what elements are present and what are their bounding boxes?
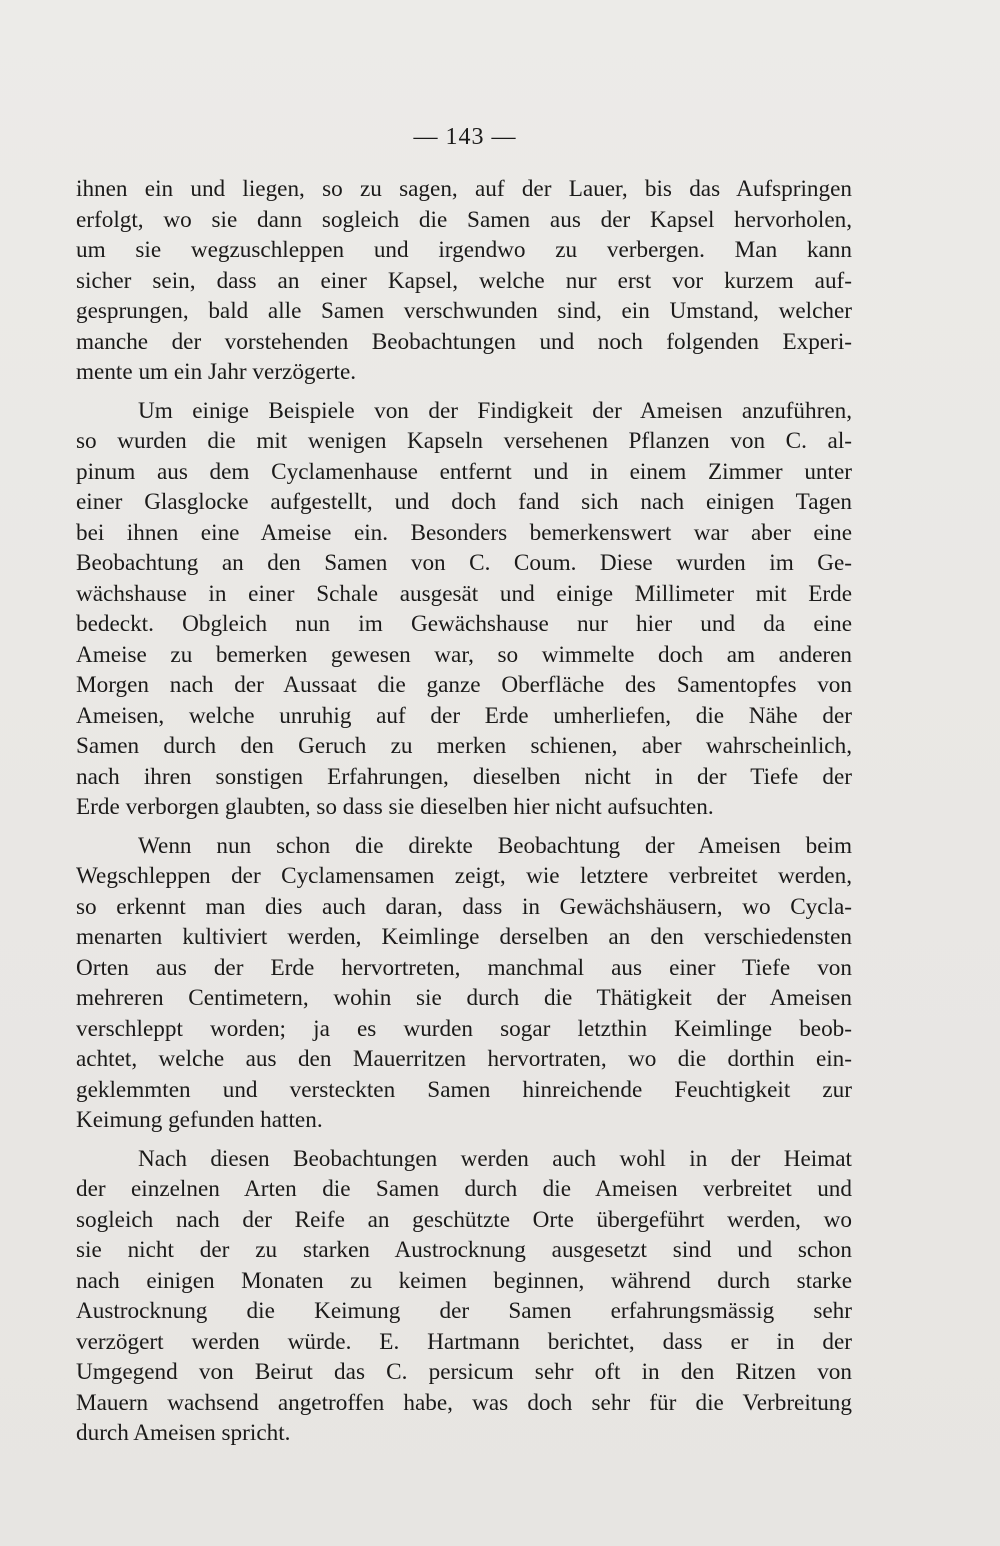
text-line: menarten kultiviert werden, Keimlinge derselben an den verschiedensten (76, 924, 852, 950)
text-line: Keimung gefunden hatten. (76, 1107, 323, 1133)
text-line: mente um ein Jahr verzögerte. (76, 359, 357, 385)
text-line: Wegschleppen der Cyclamensamen zeigt, wie letztere verbreitet werden, (76, 863, 852, 889)
text-line: Orten aus der Erde hervortreten, manchmal aus einer Tiefe von (76, 954, 852, 981)
text-line: der einzelnen Arten die Samen durch die Ameisen verbreitet und (76, 1176, 852, 1202)
text-line: Um einige Beispiele von der Findigkeit der Ameisen anzuführen, (138, 397, 852, 424)
text-line: Morgen nach der Aussaat die ganze Oberfläche des Samentopfes von (76, 672, 852, 698)
text-line: um sie wegzuschleppen und irgendwo zu verbergen. Man kann (76, 237, 852, 263)
text-line: Ameisen, welche unruhig auf der Erde umherliefen, die Nähe der (76, 702, 852, 729)
page-number: — 143 — (413, 124, 517, 150)
text-line: einer Glasglocke aufgestellt, und doch fand sich nach einigen Tagen (76, 489, 852, 515)
text-line: Samen durch den Geruch zu merken schienen, aber wahrscheinlich, (76, 733, 852, 759)
text-line: pinum aus dem Cyclamenhause entfernt und in einem Zimmer unter (76, 458, 852, 485)
paragraph (76, 831, 852, 1136)
text-line: mehreren Centimetern, wohin sie durch die Thätigkeit der Ameisen (76, 985, 852, 1011)
text-line: bedeckt. Obgleich nun im Gewächshause nur hier und da eine (76, 611, 852, 637)
text-line: Erde verborgen glaubten, so dass sie dieselben hier nicht aufsuchten. (76, 794, 714, 820)
text-line: verschleppt worden; ja es wurden sogar letzthin Keimlinge beob- (76, 1015, 852, 1042)
text-line: manche der vorstehenden Beobachtungen und noch folgenden Experi- (76, 328, 852, 355)
text-line: Nach diesen Beobachtungen werden auch wohl in der Heimat (138, 1145, 852, 1172)
text-line: Beobachtung an den Samen von C. Coum. Diese wurden im Ge- (76, 550, 852, 576)
paragraph (76, 174, 852, 388)
text-line: gesprungen, bald alle Samen verschwunden sind, ein Umstand, welcher (76, 298, 852, 324)
text-line: bei ihnen eine Ameise ein. Besonders bemerkenswert war aber eine (76, 519, 852, 546)
text-line: geklemmten und versteckten Samen hinreichende Feuchtigkeit zur (76, 1076, 852, 1103)
text-line: ihnen ein und liegen, so zu sagen, auf der Lauer, bis das Aufspringen (76, 176, 852, 202)
text-line: wächshause in einer Schale ausgesät und einige Millimeter mit Erde (76, 580, 852, 607)
text-line: sie nicht der zu starken Austrocknung ausgesetzt sind und schon (76, 1237, 852, 1263)
text-line: durch Ameisen spricht. (76, 1420, 291, 1446)
text-line: sicher sein, dass an einer Kapsel, welche nur erst vor kurzem auf- (76, 267, 852, 294)
paragraph (76, 1144, 852, 1449)
text-line: Mauern wachsend angetroffen habe, was doch sehr für die Verbreitung (76, 1389, 852, 1416)
text-line: so wurden die mit wenigen Kapseln versehenen Pflanzen von C. al- (76, 428, 852, 454)
text-line: Wenn nun schon die direkte Beobachtung der Ameisen beim (138, 832, 852, 859)
text-line: achtet, welche aus den Mauerritzen hervortraten, wo die dorthin ein- (76, 1046, 852, 1072)
text-line: so erkennt man dies auch daran, dass in Gewächshäusern, wo Cycla- (76, 893, 852, 920)
text-line: nach einigen Monaten zu keimen beginnen, während durch starke (76, 1267, 852, 1294)
text-line: Austrocknung die Keimung der Samen erfahrungsmässig sehr (76, 1298, 852, 1324)
text-line: erfolgt, wo sie dann sogleich die Samen aus der Kapsel hervorholen, (76, 206, 852, 233)
text-line: verzögert werden würde. E. Hartmann berichtet, dass er in der (76, 1328, 852, 1355)
text-line: nach ihren sonstigen Erfahrungen, dieselben nicht in der Tiefe der (76, 763, 852, 790)
text-line: sogleich nach der Reife an geschützte Orte übergeführt werden, wo (76, 1206, 852, 1233)
body-text (76, 174, 852, 1457)
text-line: Umgegend von Beirut das C. persicum sehr oft in den Ritzen von (76, 1359, 852, 1385)
paragraph (76, 396, 852, 823)
text-line: Ameise zu bemerken gewesen war, so wimmelte doch am anderen (76, 641, 852, 668)
